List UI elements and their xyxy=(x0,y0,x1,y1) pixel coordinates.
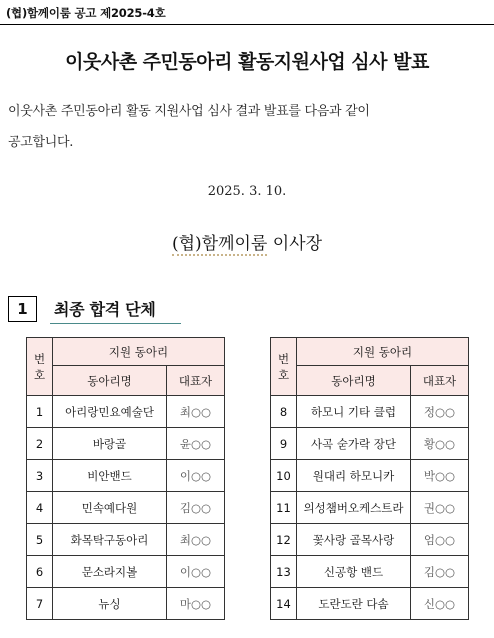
club-name: 원대리 하모니카 xyxy=(297,460,411,492)
issuer-org: (협)함께이룸 xyxy=(171,234,268,254)
table-row xyxy=(271,492,469,524)
table-row xyxy=(271,588,469,620)
representative: 최○○ xyxy=(167,396,225,428)
table-row xyxy=(27,524,225,556)
announcement-line: 이웃사촌 주민동아리 활동 지원사업 심사 결과 발표를 다음과 같이 xyxy=(8,104,370,119)
table-row xyxy=(27,556,225,588)
announcement-line: 공고합니다. xyxy=(8,135,74,150)
row-number: 2 xyxy=(27,428,53,460)
row-number: 6 xyxy=(27,556,53,588)
row-number: 10 xyxy=(271,460,297,492)
section-number: 1 xyxy=(8,296,37,322)
table-row xyxy=(271,524,469,556)
representative: 윤○○ xyxy=(167,428,225,460)
issuer-role: 이사장 xyxy=(272,234,323,254)
header-divider xyxy=(0,24,494,25)
header-number-label: 번호 xyxy=(33,351,46,382)
club-table-right xyxy=(270,337,469,620)
club-name: 뉴싱 xyxy=(53,588,167,620)
representative: 황○○ xyxy=(411,428,469,460)
header-club-name: 동아리명 xyxy=(297,366,411,396)
table-row xyxy=(27,428,225,460)
section-underline xyxy=(50,323,181,324)
club-name: 바랑골 xyxy=(53,428,167,460)
announcement-date: 2025. 3. 10. xyxy=(207,184,287,199)
club-name: 아리랑민요예술단 xyxy=(53,396,167,428)
representative: 김○○ xyxy=(167,492,225,524)
table-row xyxy=(27,588,225,620)
table-row xyxy=(27,460,225,492)
announcement-body xyxy=(8,96,488,158)
club-name: 민속예다원 xyxy=(53,492,167,524)
row-number: 3 xyxy=(27,460,53,492)
representative: 마○○ xyxy=(167,588,225,620)
section-title: 최종 합격 단체 xyxy=(54,300,156,319)
header-representative: 대표자 xyxy=(167,366,225,396)
page-title: 이웃사촌 주민동아리 활동지원사업 심사 발표 xyxy=(65,51,429,73)
row-number: 11 xyxy=(271,492,297,524)
row-number: 7 xyxy=(27,588,53,620)
representative: 김○○ xyxy=(411,556,469,588)
club-name: 문소라지볼 xyxy=(53,556,167,588)
club-name: 도란도란 다솜 xyxy=(297,588,411,620)
table-row xyxy=(271,460,469,492)
representative: 박○○ xyxy=(411,460,469,492)
club-name: 꽃사랑 골목사랑 xyxy=(297,524,411,556)
representative: 이○○ xyxy=(167,556,225,588)
club-table-left xyxy=(26,337,225,620)
row-number: 1 xyxy=(27,396,53,428)
table-row xyxy=(271,428,469,460)
club-name: 화목탁구동아리 xyxy=(53,524,167,556)
club-name: 사곡 숟가락 장단 xyxy=(297,428,411,460)
row-number: 13 xyxy=(271,556,297,588)
representative: 엄○○ xyxy=(411,524,469,556)
table-row xyxy=(27,492,225,524)
header-club-name: 동아리명 xyxy=(53,366,167,396)
header-group: 지원 동아리 xyxy=(53,338,225,366)
representative: 이○○ xyxy=(167,460,225,492)
header-number xyxy=(27,338,53,396)
row-number: 8 xyxy=(271,396,297,428)
row-number: 14 xyxy=(271,588,297,620)
header-number xyxy=(271,338,297,396)
table-row xyxy=(271,556,469,588)
representative: 권○○ xyxy=(411,492,469,524)
table-row xyxy=(271,396,469,428)
issuer xyxy=(0,229,494,254)
row-number: 12 xyxy=(271,524,297,556)
row-number: 4 xyxy=(27,492,53,524)
club-name: 하모니 기타 클럽 xyxy=(297,396,411,428)
table-row xyxy=(27,396,225,428)
header-number-label: 번호 xyxy=(277,351,290,382)
club-name: 신공항 밴드 xyxy=(297,556,411,588)
row-number: 9 xyxy=(271,428,297,460)
header-representative: 대표자 xyxy=(411,366,469,396)
representative: 최○○ xyxy=(167,524,225,556)
club-name: 비안밴드 xyxy=(53,460,167,492)
header-group: 지원 동아리 xyxy=(297,338,469,366)
representative: 정○○ xyxy=(411,396,469,428)
representative: 신○○ xyxy=(411,588,469,620)
row-number: 5 xyxy=(27,524,53,556)
notice-number: (협)함께이룸 공고 제2025-4호 xyxy=(6,6,166,20)
club-name: 의성챔버오케스트라 xyxy=(297,492,411,524)
